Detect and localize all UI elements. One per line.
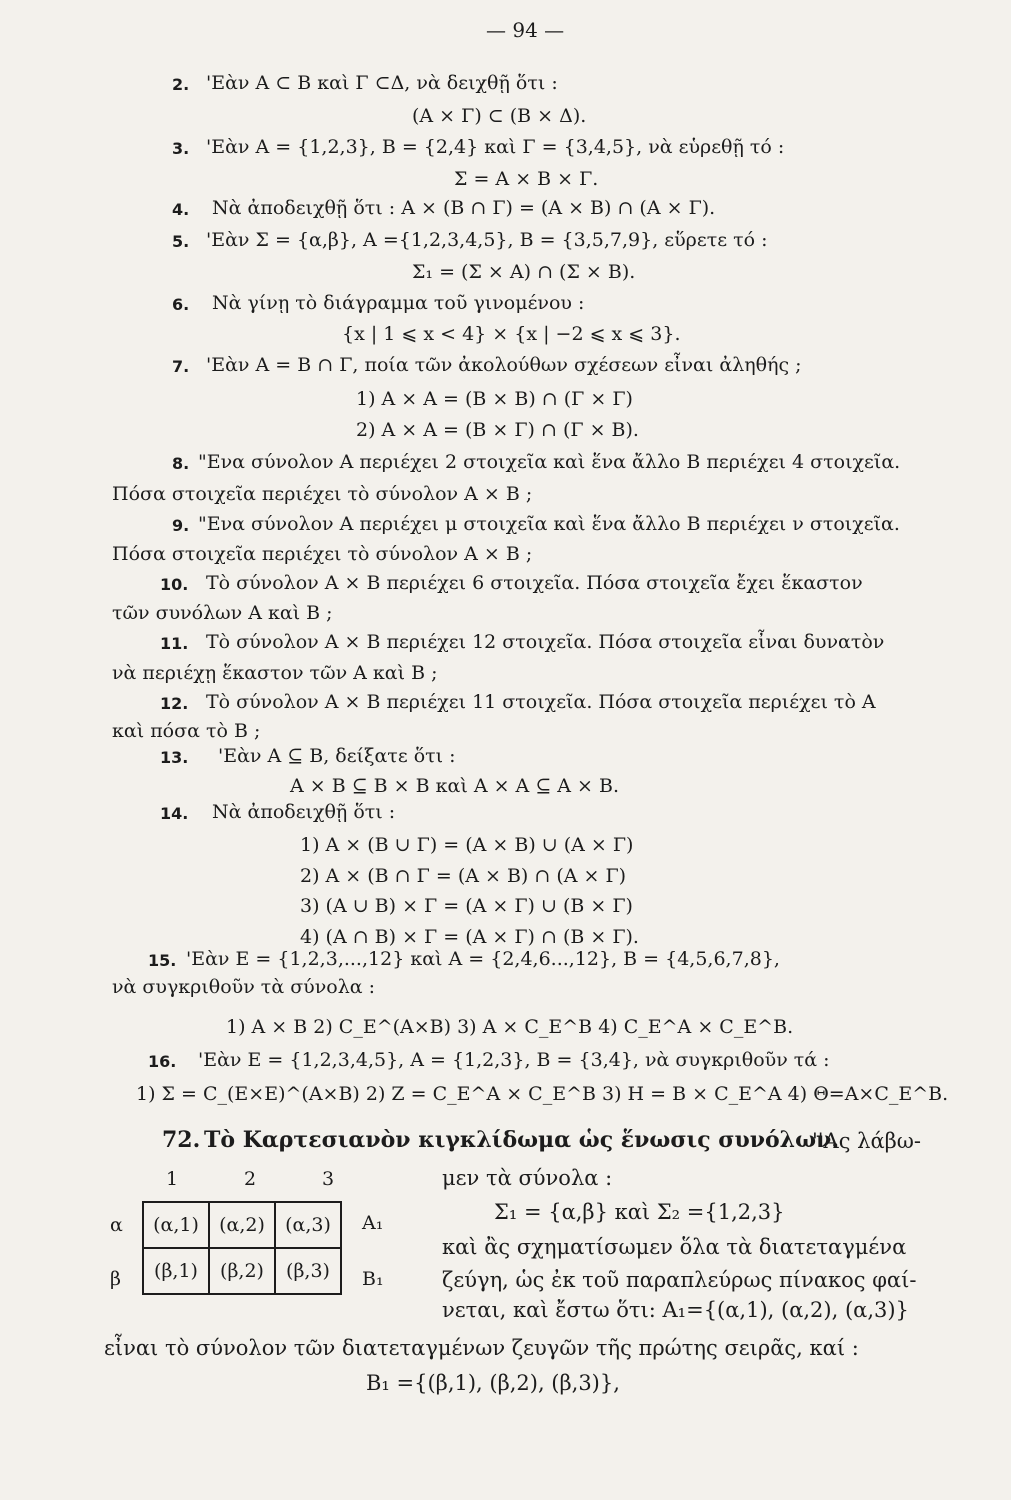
exercise-number: 5.	[172, 232, 190, 251]
table-cell: (α,2)	[209, 1202, 275, 1248]
exercise-number: 2.	[172, 75, 190, 94]
table-col-header: 3	[322, 1168, 335, 1190]
exercise-formula: 1) A × B 2) C_E^(A×B) 3) A × C_E^B 4) C_E^A × C_E^B.	[226, 1016, 794, 1038]
section-text: ''Ας λάβω-	[812, 1129, 921, 1153]
exercise-text: 'Εὰν E = {1,2,3,...,12} καὶ A = {2,4,6...,12}, B = {4,5,6,7,8},	[186, 948, 780, 970]
exercise-formula: 1) Σ = C_(E×E)^(A×B) 2) Z = C_E^A × C_E^B 3) H = B × C_E^A 4) Θ=A×C_E^B.	[136, 1083, 949, 1105]
exercise-formula: 4) (A ∩ B) × Γ = (A × Γ) ∩ (B × Γ).	[300, 926, 639, 948]
exercise-text: Νὰ ἀποδειχθῇ ὅτι :	[212, 801, 396, 823]
exercise-text: 'Εὰν A ⊆ B, δείξατε ὅτι :	[218, 745, 456, 767]
table-cell: (α,3)	[275, 1202, 341, 1248]
exercise-text: νὰ περιέχῃ ἕκαστον τῶν A καὶ B ;	[112, 662, 438, 684]
exercise-text: Τὸ σύνολον A × B περιέχει 11 στοιχεῖα. Πόσα στοιχεῖα περιέχει τὸ A	[206, 691, 876, 713]
table-col-header: 2	[244, 1168, 257, 1190]
exercise-text: Νὰ γίνῃ τὸ διάγραμμα τοῦ γινομένου :	[212, 292, 585, 314]
exercise-number: 15.	[148, 951, 177, 970]
exercise-number: 4.	[172, 200, 190, 219]
exercise-number: 9.	[172, 516, 190, 535]
section-formula: B₁ ={(β,1), (β,2), (β,3)},	[366, 1371, 620, 1395]
exercise-formula: {x | 1 ⩽ x < 4} × {x | −2 ⩽ x ⩽ 3}.	[342, 323, 681, 345]
exercise-text: 'Εὰν Σ = {α,β}, A ={1,2,3,4,5}, B = {3,5,7,9}, εὕρετε τό :	[206, 229, 768, 251]
exercise-formula: Σ₁ = (Σ × A) ∩ (Σ × B).	[412, 261, 636, 283]
exercise-formula: Σ = A × B × Γ.	[454, 168, 599, 190]
exercise-text: νὰ συγκριθοῦν τὰ σύνολα :	[112, 976, 376, 998]
exercise-formula: 2) A × (B ∩ Γ = (A × B) ∩ (A × Γ)	[300, 865, 627, 887]
section-text: μεν τὰ σύνολα :	[442, 1166, 613, 1190]
exercise-text: Τὸ σύνολον A × B περιέχει 12 στοιχεῖα. Πόσα στοιχεῖα εἶναι δυνατὸν	[206, 631, 885, 653]
table-cell: (α,1)	[143, 1202, 209, 1248]
section-text: καὶ ἂς σχηματίσωμεν ὅλα τὰ διατεταγμένα	[442, 1235, 907, 1259]
exercise-number: 7.	[172, 357, 190, 376]
table-cell: (β,1)	[143, 1248, 209, 1294]
exercise-formula: (A × Γ) ⊂ (B × Δ).	[412, 105, 587, 127]
exercise-formula: 1) A × A = (B × B) ∩ (Γ × Γ)	[356, 388, 633, 410]
exercise-number: 3.	[172, 139, 190, 158]
exercise-formula: A × B ⊆ B × B καὶ A × A ⊆ A × B.	[290, 775, 620, 797]
exercise-number: 12.	[160, 694, 189, 713]
exercise-formula: 2) A × A = (B × Γ) ∩ (Γ × B).	[356, 419, 639, 441]
table-row-header: β	[110, 1268, 121, 1290]
exercise-number: 16.	[148, 1052, 177, 1071]
exercise-text: τῶν συνόλων A καὶ B ;	[112, 602, 333, 624]
table-row	[143, 1248, 341, 1294]
exercise-text: "Ενα σύνολον A περιέχει μ στοιχεῖα καὶ ἕνα ἄλλο B περιέχει ν στοιχεῖα.	[198, 513, 900, 535]
table-row-header: α	[110, 1214, 123, 1236]
exercise-text: 'Εὰν A ⊂ B καὶ Γ ⊂Δ, νὰ δειχθῇ ὅτι :	[206, 72, 558, 94]
exercise-number: 10.	[160, 575, 189, 594]
exercise-text: καὶ πόσα τὸ B ;	[112, 720, 261, 742]
table-cell: (β,3)	[275, 1248, 341, 1294]
table-row-label: B₁	[362, 1268, 384, 1290]
cartesian-grid-table	[142, 1201, 342, 1295]
exercise-text: 'Εὰν E = {1,2,3,4,5}, A = {1,2,3}, B = {3,4}, νὰ συγκριθοῦν τά :	[198, 1049, 830, 1071]
table-row	[143, 1202, 341, 1248]
exercise-text: 'Εὰν A = {1,2,3}, B = {2,4} καὶ Γ = {3,4,5}, νὰ εὑρεθῇ τό :	[206, 136, 785, 158]
exercise-formula: 3) (A ∪ B) × Γ = (A × Γ) ∪ (B × Γ)	[300, 895, 633, 917]
exercise-number: 8.	[172, 454, 190, 473]
exercise-text: "Ενα σύνολον A περιέχει 2 στοιχεῖα καὶ ἕνα ἄλλο B περιέχει 4 στοιχεῖα.	[198, 451, 901, 473]
table-cell: (β,2)	[209, 1248, 275, 1294]
exercise-number: 11.	[160, 634, 189, 653]
page-number: — 94 —	[486, 18, 565, 42]
section-title: Τὸ Καρτεσιανὸν κιγκλίδωμα ὡς ἕνωσις συνόλων.	[204, 1127, 839, 1153]
exercise-number: 6.	[172, 295, 190, 314]
table-col-header: 1	[166, 1168, 179, 1190]
section-text: εἶναι τὸ σύνολον τῶν διατεταγμένων ζευγῶν τῆς πρώτης σειρᾶς, καί :	[104, 1336, 859, 1360]
exercise-number: 14.	[160, 804, 189, 823]
exercise-text: Τὸ σύνολον A × B περιέχει 6 στοιχεῖα. Πόσα στοιχεῖα ἔχει ἕκαστον	[206, 572, 863, 594]
exercise-formula: 1) A × (B ∪ Γ) = (A × B) ∪ (A × Γ)	[300, 834, 634, 856]
section-formula: Σ₁ = {α,β} καὶ Σ₂ ={1,2,3}	[494, 1200, 785, 1224]
exercise-number: 13.	[160, 748, 189, 767]
exercise-text: Πόσα στοιχεῖα περιέχει τὸ σύνολον A × B ;	[112, 483, 533, 505]
table-row-label: A₁	[362, 1212, 384, 1234]
section-number: 72.	[162, 1127, 201, 1153]
section-text: νεται, καὶ ἔστω ὅτι: A₁={(α,1), (α,2), (α,3)}	[442, 1298, 909, 1322]
exercise-text: Πόσα στοιχεῖα περιέχει τὸ σύνολον A × B ;	[112, 543, 533, 565]
section-text: ζεύγη, ὡς ἐκ τοῦ παραπλεύρως πίνακος φαί-	[442, 1268, 917, 1292]
exercise-text: Νὰ ἀποδειχθῇ ὅτι : A × (B ∩ Γ) = (A × B) ∩ (A × Γ).	[212, 197, 716, 219]
exercise-text: 'Εὰν A = B ∩ Γ, ποία τῶν ἀκολούθων σχέσεων εἶναι ἀληθής ;	[206, 354, 802, 376]
